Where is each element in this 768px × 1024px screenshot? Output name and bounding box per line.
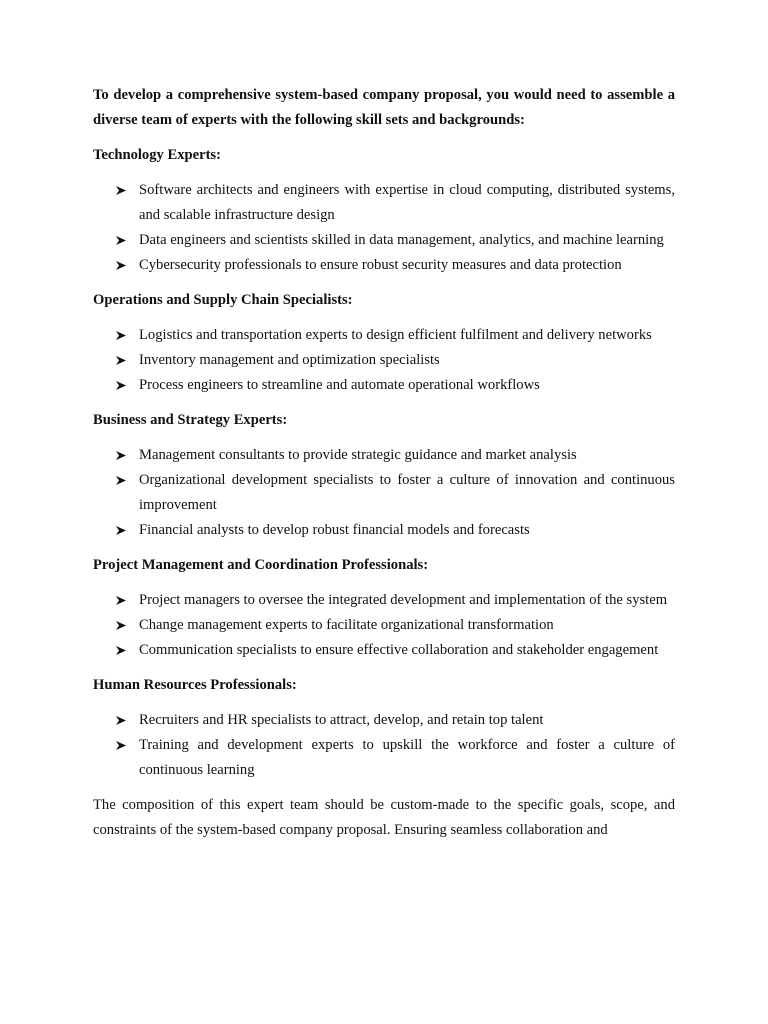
arrowhead-bullet-icon: [115, 228, 129, 253]
arrowhead-bullet-icon: [115, 708, 129, 733]
list-item: [93, 373, 675, 398]
list-item: [93, 443, 675, 468]
list-item: [93, 323, 675, 348]
list-item-text: Communication specialists to ensure effective collaboration and stakeholder engagement: [139, 642, 659, 658]
section-heading: Operations and Supply Chain Specialists:: [93, 292, 353, 308]
list-item-text: Logistics and transportation experts to design efficient fulfilment and delivery networks: [139, 327, 652, 343]
intro-paragraph: To develop a comprehensive system-based company proposal, you would need to assemble a diverse team of experts with the following skill sets and backgrounds:: [93, 87, 675, 128]
bullet-list: [93, 443, 675, 543]
list-item-text: Recruiters and HR specialists to attract, develop, and retain top talent: [139, 712, 544, 728]
list-item: [93, 588, 675, 613]
list-item: [93, 348, 675, 373]
arrowhead-bullet-icon: [115, 468, 129, 493]
arrowhead-bullet-icon: [115, 613, 129, 638]
list-item: [93, 178, 675, 228]
list-item-text: Financial analysts to develop robust financial models and forecasts: [139, 522, 530, 538]
list-item-text: Project managers to oversee the integrated development and implementation of the system: [139, 592, 668, 608]
bullet-list: [93, 178, 675, 278]
list-item-text: Data engineers and scientists skilled in data management, analytics, and machine learning: [139, 232, 664, 248]
section-business-strategy: [93, 408, 675, 543]
arrowhead-bullet-icon: [115, 253, 129, 278]
section-heading: Project Management and Coordination Professionals:: [93, 557, 429, 573]
list-item: [93, 228, 675, 253]
list-item-text: Cybersecurity professionals to ensure robust security measures and data protection: [139, 257, 622, 273]
list-item-text: Inventory management and optimization specialists: [139, 352, 440, 368]
arrowhead-bullet-icon: [115, 443, 129, 468]
bullet-list: [93, 708, 675, 783]
section-heading: Business and Strategy Experts:: [93, 412, 288, 428]
section-heading: Human Resources Professionals:: [93, 677, 297, 693]
arrowhead-bullet-icon: [115, 733, 129, 758]
list-item: [93, 253, 675, 278]
section-project-management: [93, 553, 675, 663]
list-item: [93, 733, 675, 783]
arrowhead-bullet-icon: [115, 323, 129, 348]
section-heading: Technology Experts:: [93, 147, 221, 163]
arrowhead-bullet-icon: [115, 638, 129, 663]
list-item-text: Change management experts to facilitate organizational transformation: [139, 617, 554, 633]
arrowhead-bullet-icon: [115, 373, 129, 398]
arrowhead-bullet-icon: [115, 348, 129, 373]
closing-paragraph: The composition of this expert team should be custom-made to the specific goals, scope, and constraints of the system-based company proposal. Ensuring seamless collaboration and: [93, 797, 675, 838]
list-item: [93, 638, 675, 663]
arrowhead-bullet-icon: [115, 518, 129, 543]
section-technology-experts: [93, 143, 675, 278]
bullet-list: [93, 323, 675, 398]
document-page: [93, 83, 675, 843]
list-item-text: Process engineers to streamline and automate operational workflows: [139, 377, 540, 393]
bullet-list: [93, 588, 675, 663]
list-item: [93, 613, 675, 638]
section-operations-supply-chain: [93, 288, 675, 398]
section-human-resources: [93, 673, 675, 783]
sections-container: [93, 143, 675, 783]
list-item-text: Management consultants to provide strategic guidance and market analysis: [139, 447, 577, 463]
list-item-text: Software architects and engineers with expertise in cloud computing, distributed systems, and scalable infrastructure design: [139, 182, 675, 223]
list-item: [93, 468, 675, 518]
list-item: [93, 518, 675, 543]
list-item-text: Organizational development specialists to foster a culture of innovation and continuous improvement: [139, 472, 675, 513]
arrowhead-bullet-icon: [115, 588, 129, 613]
list-item-text: Training and development experts to upskill the workforce and foster a culture of continuous learning: [139, 737, 675, 778]
list-item: [93, 708, 675, 733]
arrowhead-bullet-icon: [115, 178, 129, 203]
